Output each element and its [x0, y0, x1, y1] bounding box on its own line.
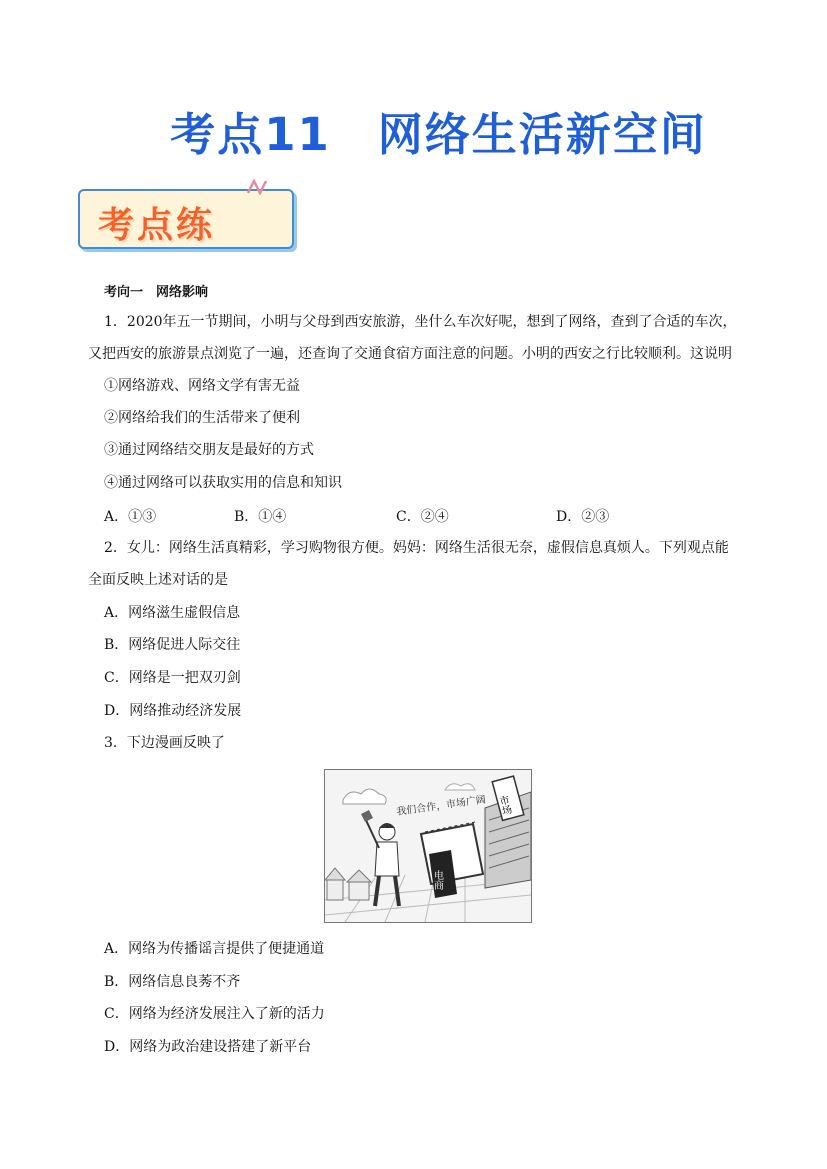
- q1-stem-line1: 1．2020年五一节期间，小明与父母到西安旅游，坐什么车次好呢，想到了网络，查到了合适的车次，: [104, 314, 737, 330]
- q3-stem: 3．下边漫画反映了: [104, 735, 225, 751]
- paperclip-icon: [246, 179, 268, 195]
- banner-card: [78, 189, 294, 249]
- q3-option-d[interactable]: D．网络为政治建设搭建了新平台: [104, 1039, 312, 1055]
- q2-stem-line2: 全面反映上述对话的是: [88, 572, 228, 588]
- sign-ecommerce-text: 电商: [431, 870, 443, 890]
- q2-stem-line1: 2．女儿：网络生活真精彩，学习购物很方便。妈妈：网络生活很无奈，虚假信息真烦人。下列观点能: [104, 540, 729, 556]
- q1-option-d[interactable]: D．②③: [556, 509, 610, 525]
- q1-statement-2: ②网络给我们的生活带来了便利: [104, 410, 300, 426]
- q1-option-a[interactable]: A．①③: [104, 509, 157, 525]
- section-banner: [72, 183, 298, 251]
- q2-option-b[interactable]: B．网络促进人际交往: [104, 637, 241, 653]
- q3-option-a[interactable]: A．网络为传播谣言提供了便捷通道: [104, 941, 325, 957]
- cartoon-image: [324, 769, 532, 923]
- page-title: 考点11 网络生活新空间: [170, 108, 707, 161]
- q1-statement-3: ③通过网络结交朋友是最好的方式: [104, 442, 314, 458]
- q1-option-c[interactable]: C．②④: [396, 509, 449, 525]
- q1-statement-1: ①网络游戏、网络文学有害无益: [104, 378, 300, 394]
- q3-option-c[interactable]: C．网络为经济发展注入了新的活力: [104, 1006, 325, 1022]
- cartoon-speech: 我们合作，市场广阔: [395, 794, 487, 818]
- sign-market-text: 市场: [495, 794, 512, 817]
- q1-stem-line2: 又把西安的旅游景点浏览了一遍，还查询了交通食宿方面注意的问题。小明的西安之行比较顺利。这说明: [88, 346, 732, 362]
- q2-option-d[interactable]: D．网络推动经济发展: [104, 703, 242, 719]
- cartoon-illustration: [325, 770, 531, 922]
- q2-option-c[interactable]: C．网络是一把双刃剑: [104, 670, 241, 686]
- q2-option-a[interactable]: A．网络滋生虚假信息: [104, 605, 241, 621]
- section-heading: 考向一 网络影响: [104, 285, 209, 300]
- banner-label: 考点练: [98, 205, 216, 246]
- q1-statement-4: ④通过网络可以获取实用的信息和知识: [104, 475, 342, 491]
- q3-option-b[interactable]: B．网络信息良莠不齐: [104, 974, 241, 990]
- q1-option-b[interactable]: B．①④: [234, 509, 287, 525]
